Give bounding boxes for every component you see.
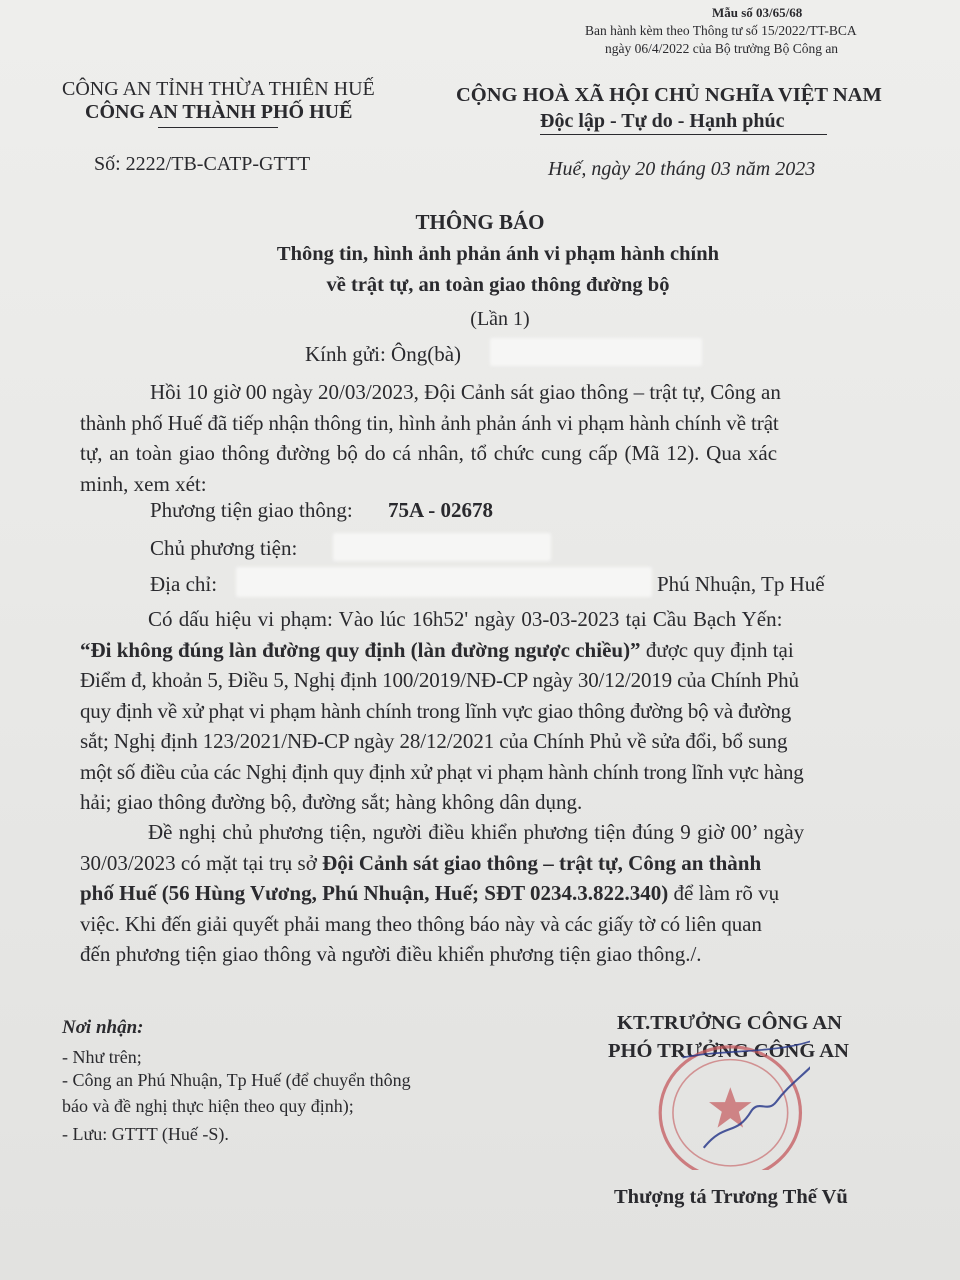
intro-line: minh, xem xét: [80,471,207,496]
request-text: để làm rõ vụ [668,881,780,905]
form-issued-line1: Ban hành kèm theo Thông tư số 15/2022/TT-BCA [585,23,857,38]
request-line [80,848,912,879]
violation-paragraph [80,604,912,818]
vehicle-plate: 75A - 02678 [388,498,493,522]
signature-title-2: PHÓ TRƯỞNG CÔNG AN [608,1040,849,1062]
agency-parent: CÔNG AN TỈNH THỪA THIÊN HUẾ [62,78,375,100]
signature-title-1: KT.TRƯỞNG CÔNG AN [617,1012,842,1034]
request-line: Đề nghị chủ phương tiện, người điều khiển phương tiện đúng 9 giờ 00’ ngày [148,820,805,844]
address-redacted [236,567,652,597]
recipient-label: Kính gửi: Ông(bà) [305,342,462,366]
document-title: THÔNG BÁO [415,210,545,234]
recipients-heading: Nơi nhận: [62,1017,144,1038]
address-tail: Phú Nhuận, Tp Huế [657,572,825,596]
violation-line: Có dấu hiệu vi phạm: Vào lúc 16h52' ngày 03-03-2023 tại Cầu Bạch Yến: [148,607,783,631]
violation-quote-tail: được quy định tại [640,637,794,662]
nation-title: CỘNG HOÀ XÃ HỘI CHỦ NGHĨA VIỆT NAM [456,84,882,106]
violation-line: sắt; Nghị định 123/2021/NĐ-CP ngày 28/12/2021 của Chính Phủ về sửa đổi, bổ sung [80,729,788,753]
motto-underline [540,134,827,135]
recipients-item: - Lưu: GTTT (Huế -S). [62,1124,229,1144]
violation-quote-line [80,635,912,666]
request-line [80,878,912,909]
owner-label: Chủ phương tiện: [150,536,298,560]
intro-paragraph [80,377,912,499]
official-seal [640,1030,810,1170]
violation-line: Điểm đ, khoản 5, Điều 5, Nghị định 100/2019/NĐ-CP ngày 30/12/2019 của Chính Phủ [80,668,799,692]
request-unit: Đội Cảnh sát giao thông – trật tự, Công an thành [322,850,762,875]
intro-line: tự, an toàn giao thông đường bộ do cá nhân, tổ chức cung cấp (Mã 12). Qua xác [80,441,778,465]
place-date: Huế, ngày 20 tháng 03 năm 2023 [548,158,816,180]
violation-quote: “Đi không đúng làn đường quy định (làn đường ngược chiều)” [80,637,641,662]
request-text: 30/03/2023 có mặt tại trụ sở [80,850,323,875]
violation-line: quy định về xử phạt vi phạm hành chính trong lĩnh vực giao thông đường bộ và đường [80,698,791,723]
address-label: Địa chỉ: [150,572,218,596]
reference-number: Số: 2222/TB-CATP-GTTT [94,153,311,175]
document-subtitle-1: Thông tin, hình ảnh phản ánh vi phạm hành chính [276,243,720,265]
recipient-name-redacted [490,338,702,366]
agency-underline [158,127,278,128]
recipients-item: báo và đề nghị thực hiện theo quy định); [62,1096,354,1116]
document-subtitle-2: về trật tự, an toàn giao thông đường bộ [326,274,670,296]
intro-line: thành phố Huế đã tiếp nhận thông tin, hình ảnh phản ánh vi phạm hành chính về trật [80,410,779,435]
form-number: Mẫu số 03/65/68 [712,5,803,20]
agency-name: CÔNG AN THÀNH PHỐ HUẾ [85,101,353,123]
request-line: đến phương tiện giao thông và người điều khiển phương tiện giao thông./. [80,942,702,966]
signer-name: Thượng tá Trương Thế Vũ [614,1186,848,1208]
violation-line: một số điều của các Nghị định quy định xử phạt vi phạm hành chính trong lĩnh vực hàng [80,759,804,784]
request-address: phố Huế (56 Hùng Vương, Phú Nhuận, Huế; SĐT 0234.3.822.340) [80,881,669,905]
request-paragraph [80,817,912,970]
owner-name-redacted [333,533,551,561]
national-motto: Độc lập - Tự do - Hạnh phúc [540,110,785,132]
document-round: (Lần 1) [470,308,530,330]
intro-line: Hồi 10 giờ 00 ngày 20/03/2023, Đội Cảnh sát giao thông – trật tự, Công an [150,380,781,404]
recipients-item: - Công an Phú Nhuận, Tp Huế (để chuyển thông [62,1070,411,1090]
request-line: việc. Khi đến giải quyết phải mang theo thông báo này và các giấy tờ có liên quan [80,911,762,936]
form-issued-line2: ngày 06/4/2022 của Bộ trưởng Bộ Công an [605,41,839,56]
recipients-item: - Như trên; [62,1047,142,1067]
violation-line: hải; giao thông đường bộ, đường sắt; hàng không dân dụng. [80,790,583,814]
vehicle-label: Phương tiện giao thông: [150,498,353,522]
